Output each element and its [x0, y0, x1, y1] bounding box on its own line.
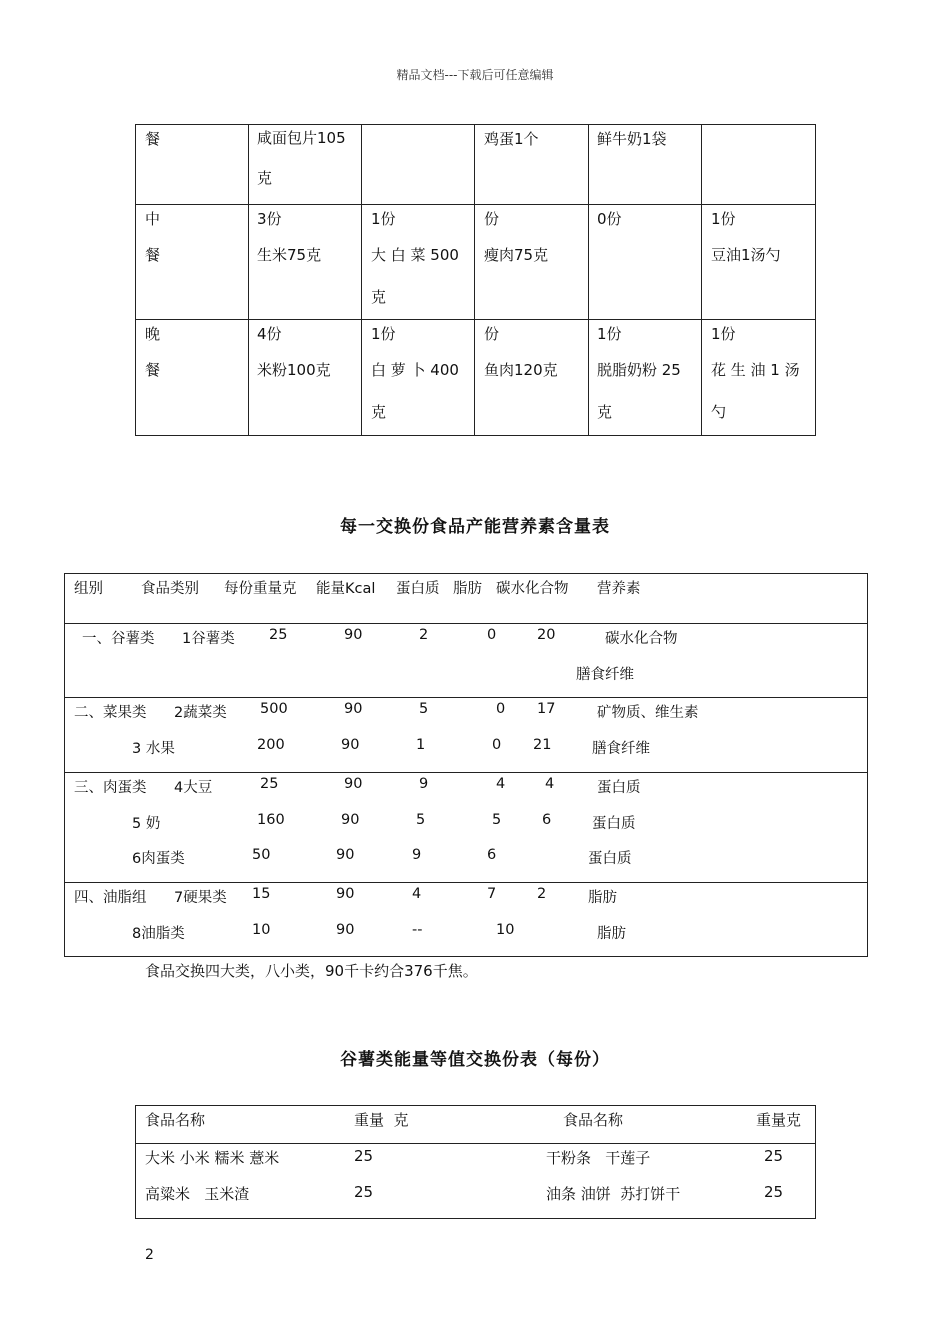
weight: 25 [764, 1183, 784, 1201]
weight: 50 [252, 847, 271, 863]
protein: 1 [416, 737, 426, 753]
meal-cell: 白 萝 卜 400 [371, 361, 459, 379]
meal-cell: 份 [484, 325, 500, 343]
carb: 6 [542, 812, 552, 828]
header-energy: 能量Kcal [316, 581, 376, 597]
subcategory: 2蔬菜类 [174, 705, 227, 721]
meal-cell: 克 [597, 403, 613, 421]
header-nutrient: 营养素 [597, 581, 641, 597]
header-food-name: 食品名称 [563, 1111, 624, 1129]
protein: 5 [419, 701, 429, 717]
group-label: 四、油脂组 [74, 890, 147, 906]
subcategory: 1谷薯类 [182, 631, 235, 647]
meal-cell: 脱脂奶粉 25 [597, 361, 681, 379]
protein: 9 [412, 847, 422, 863]
subcategory: 6肉蛋类 [132, 851, 185, 867]
meal-label: 餐 [145, 130, 161, 148]
nutrient: 脂肪 [597, 926, 626, 942]
carb: 20 [537, 627, 556, 643]
meal-cell: 1份 [371, 210, 396, 228]
meal-cell: 1份 [597, 325, 622, 343]
fat: 10 [496, 922, 515, 938]
meal-label: 中 [145, 210, 161, 228]
nutrient: 膳食纤维 [576, 667, 634, 683]
energy: 90 [344, 776, 363, 792]
header-carb: 碳水化合物 [496, 581, 569, 597]
carb: 17 [537, 701, 556, 717]
nutrient: 碳水化合物 [605, 631, 678, 647]
meal-cell: 1份 [371, 325, 396, 343]
row-divider [64, 697, 868, 698]
exchange-table-title: 每一交换份食品产能营养素含量表 [340, 517, 610, 537]
energy: 90 [336, 922, 355, 938]
energy: 90 [344, 701, 363, 717]
protein: 2 [419, 627, 429, 643]
weight: 25 [269, 627, 288, 643]
meal-cell: 米粉100克 [257, 361, 331, 379]
row-divider [64, 623, 868, 624]
weight: 25 [260, 776, 279, 792]
meal-cell: 4份 [257, 325, 282, 343]
food-name: 油条 油饼 苏打饼干 [546, 1185, 681, 1203]
subcategory: 4大豆 [174, 780, 213, 796]
meal-label: 餐 [145, 246, 161, 264]
meal-cell: 豆油1汤勺 [711, 246, 781, 264]
row-divider [135, 319, 816, 320]
carb: 21 [533, 737, 552, 753]
meal-cell: 克 [371, 403, 387, 421]
energy: 90 [336, 847, 355, 863]
meal-cell: 花 生 油 1 汤 [711, 361, 800, 379]
meal-cell: 1份 [711, 325, 736, 343]
meal-cell: 大 白 菜 500 [371, 246, 459, 264]
header-weight: 重量克 [756, 1111, 802, 1129]
energy: 90 [341, 737, 360, 753]
meal-cell: 鱼肉120克 [484, 361, 558, 379]
nutrient: 蛋白质 [597, 780, 641, 796]
weight: 200 [257, 737, 285, 753]
carb: 2 [537, 886, 547, 902]
subcategory: 7硬果类 [174, 890, 227, 906]
meal-table-border [135, 124, 816, 436]
header-food-name: 食品名称 [145, 1111, 206, 1129]
meal-label: 餐 [145, 361, 161, 379]
energy: 90 [336, 886, 355, 902]
weight: 25 [764, 1147, 784, 1165]
carb: 4 [545, 776, 555, 792]
meal-cell: 克 [371, 288, 387, 306]
protein: 5 [416, 812, 426, 828]
subcategory: 3 水果 [132, 741, 175, 757]
grain-table-title: 谷薯类能量等值交换份表（每份） [340, 1050, 610, 1070]
meal-label: 晚 [145, 325, 161, 343]
header-fat: 脂肪 [453, 581, 482, 597]
weight: 25 [354, 1183, 374, 1201]
page-number: 2 [145, 1247, 154, 1263]
meal-cell: 鲜牛奶1袋 [597, 130, 667, 148]
weight: 500 [260, 701, 288, 717]
food-name: 高粱米 玉米渣 [145, 1185, 250, 1203]
energy: 90 [341, 812, 360, 828]
weight: 10 [252, 922, 271, 938]
exchange-note: 食品交换四大类，八小类，90千卡约合376千焦。 [145, 962, 478, 980]
header-protein: 蛋白质 [396, 581, 440, 597]
meal-cell: 勺 [711, 403, 727, 421]
header-group: 组别 [74, 581, 103, 597]
fat: 0 [496, 701, 506, 717]
protein: 9 [419, 776, 429, 792]
energy: 90 [344, 627, 363, 643]
fat: 6 [487, 847, 497, 863]
nutrient: 蛋白质 [592, 816, 636, 832]
col-divider [361, 124, 362, 436]
col-divider [701, 124, 702, 436]
header-subcategory: 食品类别 [141, 581, 199, 597]
meal-cell: 0份 [597, 210, 622, 228]
weight: 160 [257, 812, 285, 828]
header-weight: 每份重量克 [224, 581, 297, 597]
protein: 4 [412, 886, 422, 902]
meal-cell: 份 [484, 210, 500, 228]
meal-cell: 3份 [257, 210, 282, 228]
nutrient: 矿物质、维生素 [597, 705, 699, 721]
row-divider [64, 772, 868, 773]
fat: 4 [496, 776, 506, 792]
fat: 5 [492, 812, 502, 828]
group-label: 二、菜果类 [74, 705, 147, 721]
fat: 0 [487, 627, 497, 643]
meal-cell: 瘦肉75克 [484, 246, 549, 264]
meal-cell: 1份 [711, 210, 736, 228]
col-divider [248, 124, 249, 436]
subcategory: 5 奶 [132, 816, 161, 832]
row-divider [64, 882, 868, 883]
subcategory: 8油脂类 [132, 926, 185, 942]
row-divider [135, 1143, 816, 1144]
food-name: 大米 小米 糯米 薏米 [145, 1149, 280, 1167]
row-divider [135, 204, 816, 205]
fat: 7 [487, 886, 497, 902]
nutrient: 脂肪 [588, 890, 617, 906]
protein: -- [412, 922, 423, 938]
food-name: 干粉条 干莲子 [546, 1149, 651, 1167]
col-divider [474, 124, 475, 436]
weight: 25 [354, 1147, 374, 1165]
weight: 15 [252, 886, 271, 902]
nutrient: 蛋白质 [588, 851, 632, 867]
meal-cell: 鸡蛋1个 [484, 130, 539, 148]
group-label: 三、肉蛋类 [74, 780, 147, 796]
group-label: 一、谷薯类 [82, 631, 155, 647]
meal-cell: 生米75克 [257, 246, 322, 264]
nutrient: 膳食纤维 [592, 741, 650, 757]
col-divider [588, 124, 589, 436]
fat: 0 [492, 737, 502, 753]
page-header: 精品文档---下载后可任意编辑 [396, 68, 554, 82]
header-weight: 重量 克 [354, 1111, 409, 1129]
meal-cell: 咸面包片105克 [257, 129, 346, 187]
